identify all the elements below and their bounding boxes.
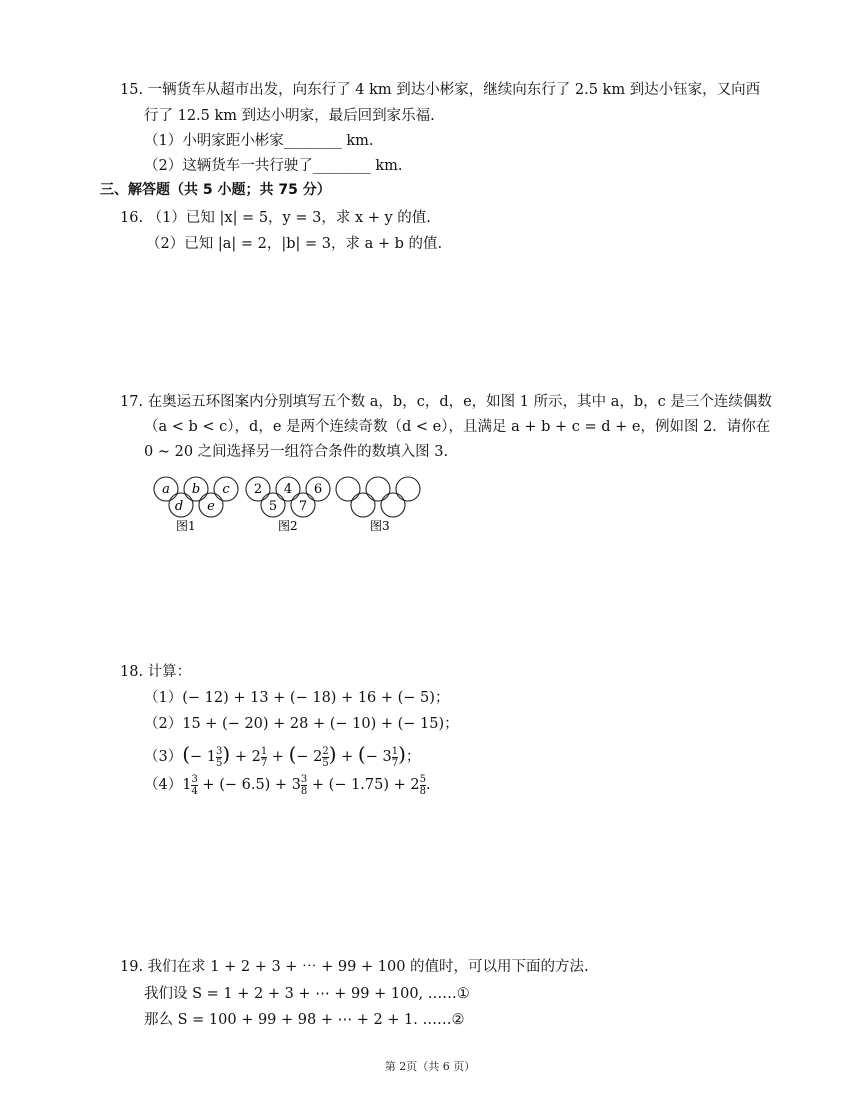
q18-sub3: （3）(− 1 $\frac{3}{5}$ ) + 2 $\frac{1}{7}$ + (− 2 $\frac{2}{5}$ ) + (− 3 $\frac{1}{7}$ )； [144,742,421,769]
figure-3 [336,477,420,517]
q19-line2: 我们设 S = 1 + 2 + 3 + ⋯ + 99 + 100, ……① [144,986,470,1002]
fig1-label-b: b [191,482,201,497]
q19-line1: 19. 我们在求 1 + 2 + 3 + ⋯ + 99 + 100 的值时，可以用下面的方法. [120,959,589,975]
section-3-heading: 三、解答题（共 5 小题；共 75 分） [100,182,331,198]
q18-sub2: （2）15 + (− 20) + 28 + (− 10) + (− 15)； [144,716,459,732]
fig1-label-c: c [222,482,230,497]
page-footer: 第 2页（共 6 页） [384,1060,476,1073]
fig1-label-d: d [174,499,184,514]
q19-line3: 那么 S = 100 + 99 + 98 + ⋯ + 2 + 1. ……② [144,1012,465,1028]
fig2-label-bottom-2: 7 [298,499,308,514]
fig2-label-bottom-1: 5 [268,499,278,514]
fig3-caption: 图3 [370,519,390,533]
q18-sub4: （4）1 $\frac{3}{4}$ + (− 6.5) + 3 $\frac{3}{8}$ + (− 1.75) + 2 $\frac{5}{8}$ . [144,773,431,797]
fig2-label-top-2: 4 [283,482,293,497]
fig1-label-a: a [162,482,170,497]
q18-sub1: （1）(− 12) + 13 + (− 18) + 16 + (− 5)； [144,690,450,706]
fig2-label-top-1: 2 [253,482,263,497]
q15-line2: 行了 12.5 km 到达小明家，最后回到家乐福. [144,108,435,124]
q17-line3: 0 ~ 20 之间选择另一组符合条件的数填入图 3. [144,444,449,460]
q15-sub1: （1）小明家距小彬家________ km. [144,133,374,149]
olympic-rings-figures [148,472,438,542]
q15-line1: 15. 一辆货车从超市出发，向东行了 4 km 到达小彬家，继续向东行了 2.5 km 到达小钰家，又向西 [120,82,761,98]
q17-line1: 17. 在奥运五环图案内分别填写五个数 a，b，c，d，e，如图 1 所示，其中 a，b，c 是三个连续偶数 [120,394,772,410]
q16-sub2: （2）已知 |a| = 2，|b| = 3，求 a + b 的值. [146,236,443,252]
fig1-caption: 图1 [176,519,196,533]
q15-sub2: （2）这辆货车一共行驶了________ km. [144,158,403,174]
fig2-caption: 图2 [278,519,298,533]
fig1-label-e: e [207,499,215,514]
q18-title: 18. 计算： [120,664,192,680]
fig2-label-top-3: 6 [313,482,323,497]
q17-line2: （a < b < c），d，e 是两个连续奇数（d < e），且满足 a + b + c = d + e，例如图 2．请你在 [144,419,771,435]
q16-sub1: 16. （1）已知 |x| = 5，y = 3，求 x + y 的值. [120,210,431,226]
